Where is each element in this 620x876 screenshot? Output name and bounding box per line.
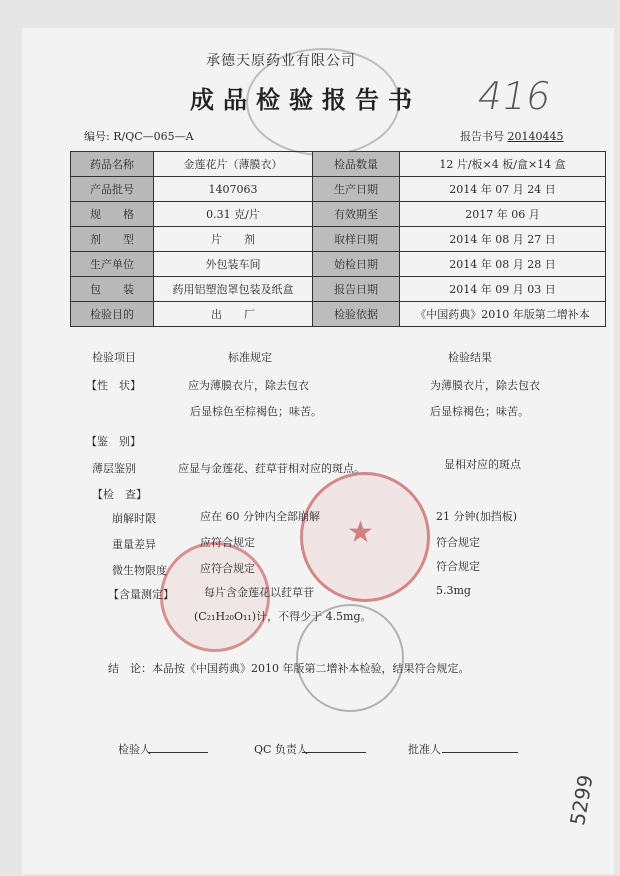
tlc-result: 显相对应的斑点 (444, 458, 521, 471)
info-label: 检验目的 (71, 302, 154, 327)
company-red-seal: ★ (300, 472, 430, 602)
assay-result: 5.3mg (436, 584, 471, 597)
col-item-header: 检验项目 (92, 351, 136, 364)
section-assay: 【含量测定】 (108, 588, 174, 601)
info-value: 2014 年 09 月 03 日 (400, 277, 606, 302)
info-label: 检验依据 (313, 302, 400, 327)
info-label: 药品名称 (71, 152, 154, 177)
qc-label: QC 负责人 (254, 743, 308, 756)
weight-standard: 应符合规定 (200, 536, 255, 549)
info-label: 生产单位 (71, 252, 154, 277)
report-number (460, 128, 564, 144)
handwritten-number: 416 (474, 74, 555, 118)
info-row (71, 152, 606, 177)
info-label: 剂 型 (71, 227, 154, 252)
info-value: 12 片/板×4 板/盒×14 盒 (400, 152, 606, 177)
info-label: 始检日期 (313, 252, 400, 277)
info-value: 药用铝塑泡罩包装及纸盒 (154, 277, 313, 302)
company-name: 承德天原药业有限公司 (206, 53, 356, 69)
inspector-signature (148, 730, 208, 753)
disintegration-item: 崩解时限 (112, 512, 156, 525)
inspector-label: 检验人 (118, 743, 151, 756)
col-standard-header: 标准规定 (228, 351, 272, 364)
info-label: 取样日期 (313, 227, 400, 252)
info-value: 1407063 (154, 177, 313, 202)
info-label: 产品批号 (71, 177, 154, 202)
side-number: 5299 (565, 772, 598, 828)
approver-label: 批准人 (408, 743, 441, 756)
info-value: 2014 年 08 月 28 日 (400, 252, 606, 277)
report-number-value: 20140445 (507, 130, 564, 143)
product-info-table (70, 151, 606, 327)
section-appearance: 【性 状】 (86, 379, 141, 392)
qc-signature (302, 730, 366, 753)
weight-item: 重量差异 (112, 538, 156, 551)
tlc-standard: 应显与金莲花、荭草苷相对应的斑点。 (178, 462, 365, 475)
section-inspection: 【检 查】 (92, 488, 147, 501)
appearance-standard-2: 后显棕色至棕褐色；味苦。 (190, 405, 322, 418)
conclusion: 结 论：本品按《中国药典》2010 年版第二增补本检验，结果符合规定。 (108, 662, 470, 675)
assay-standard-2: (C₂₁H₂₀O₁₁)计，不得少于 4.5mg。 (194, 610, 372, 623)
microbial-item: 微生物限度 (112, 564, 167, 577)
info-row (71, 202, 606, 227)
info-value: 片 剂 (154, 227, 313, 252)
info-value: 2017 年 06 月 (400, 202, 606, 227)
assay-standard-1: 每片含金莲花以荭草苷 (204, 586, 314, 599)
info-label: 有效期至 (313, 202, 400, 227)
info-value: 《中国药典》2010 年版第二增补本 (400, 302, 606, 327)
info-row (71, 302, 606, 327)
appearance-standard-1: 应为薄膜衣片，除去包衣 (188, 379, 309, 392)
info-value: 外包装车间 (154, 252, 313, 277)
info-label: 包 装 (71, 277, 154, 302)
info-label: 检品数量 (313, 152, 400, 177)
info-value: 2014 年 08 月 27 日 (400, 227, 606, 252)
microbial-standard: 应符合规定 (200, 562, 255, 575)
appearance-result-2: 后显棕褐色；味苦。 (430, 405, 529, 418)
info-row (71, 277, 606, 302)
report-number-label: 报告书号 (460, 130, 504, 143)
info-label: 报告日期 (313, 277, 400, 302)
info-value: 出 厂 (154, 302, 313, 327)
approver-signature (442, 728, 518, 753)
info-label: 规 格 (71, 202, 154, 227)
info-label: 生产日期 (313, 177, 400, 202)
disintegration-result: 21 分钟(加挡板) (436, 510, 518, 523)
doc-number: 编号: R/QC—065—A (84, 130, 194, 143)
disintegration-standard: 应在 60 分钟内全部崩解 (200, 510, 320, 523)
info-value: 0.31 克/片 (154, 202, 313, 227)
weight-result: 符合规定 (436, 536, 480, 549)
microbial-result: 符合规定 (436, 560, 480, 573)
info-row (71, 227, 606, 252)
info-row (71, 252, 606, 277)
page-title: 成品检验报告书 (190, 85, 421, 114)
col-result-header: 检验结果 (448, 351, 492, 364)
info-row (71, 177, 606, 202)
info-value: 金莲花片（薄膜衣） (154, 152, 313, 177)
appearance-result-1: 为薄膜衣片，除去包衣 (430, 379, 540, 392)
section-identification: 【鉴 别】 (86, 435, 141, 448)
info-value: 2014 年 07 月 24 日 (400, 177, 606, 202)
tlc-item: 薄层鉴别 (92, 462, 136, 475)
